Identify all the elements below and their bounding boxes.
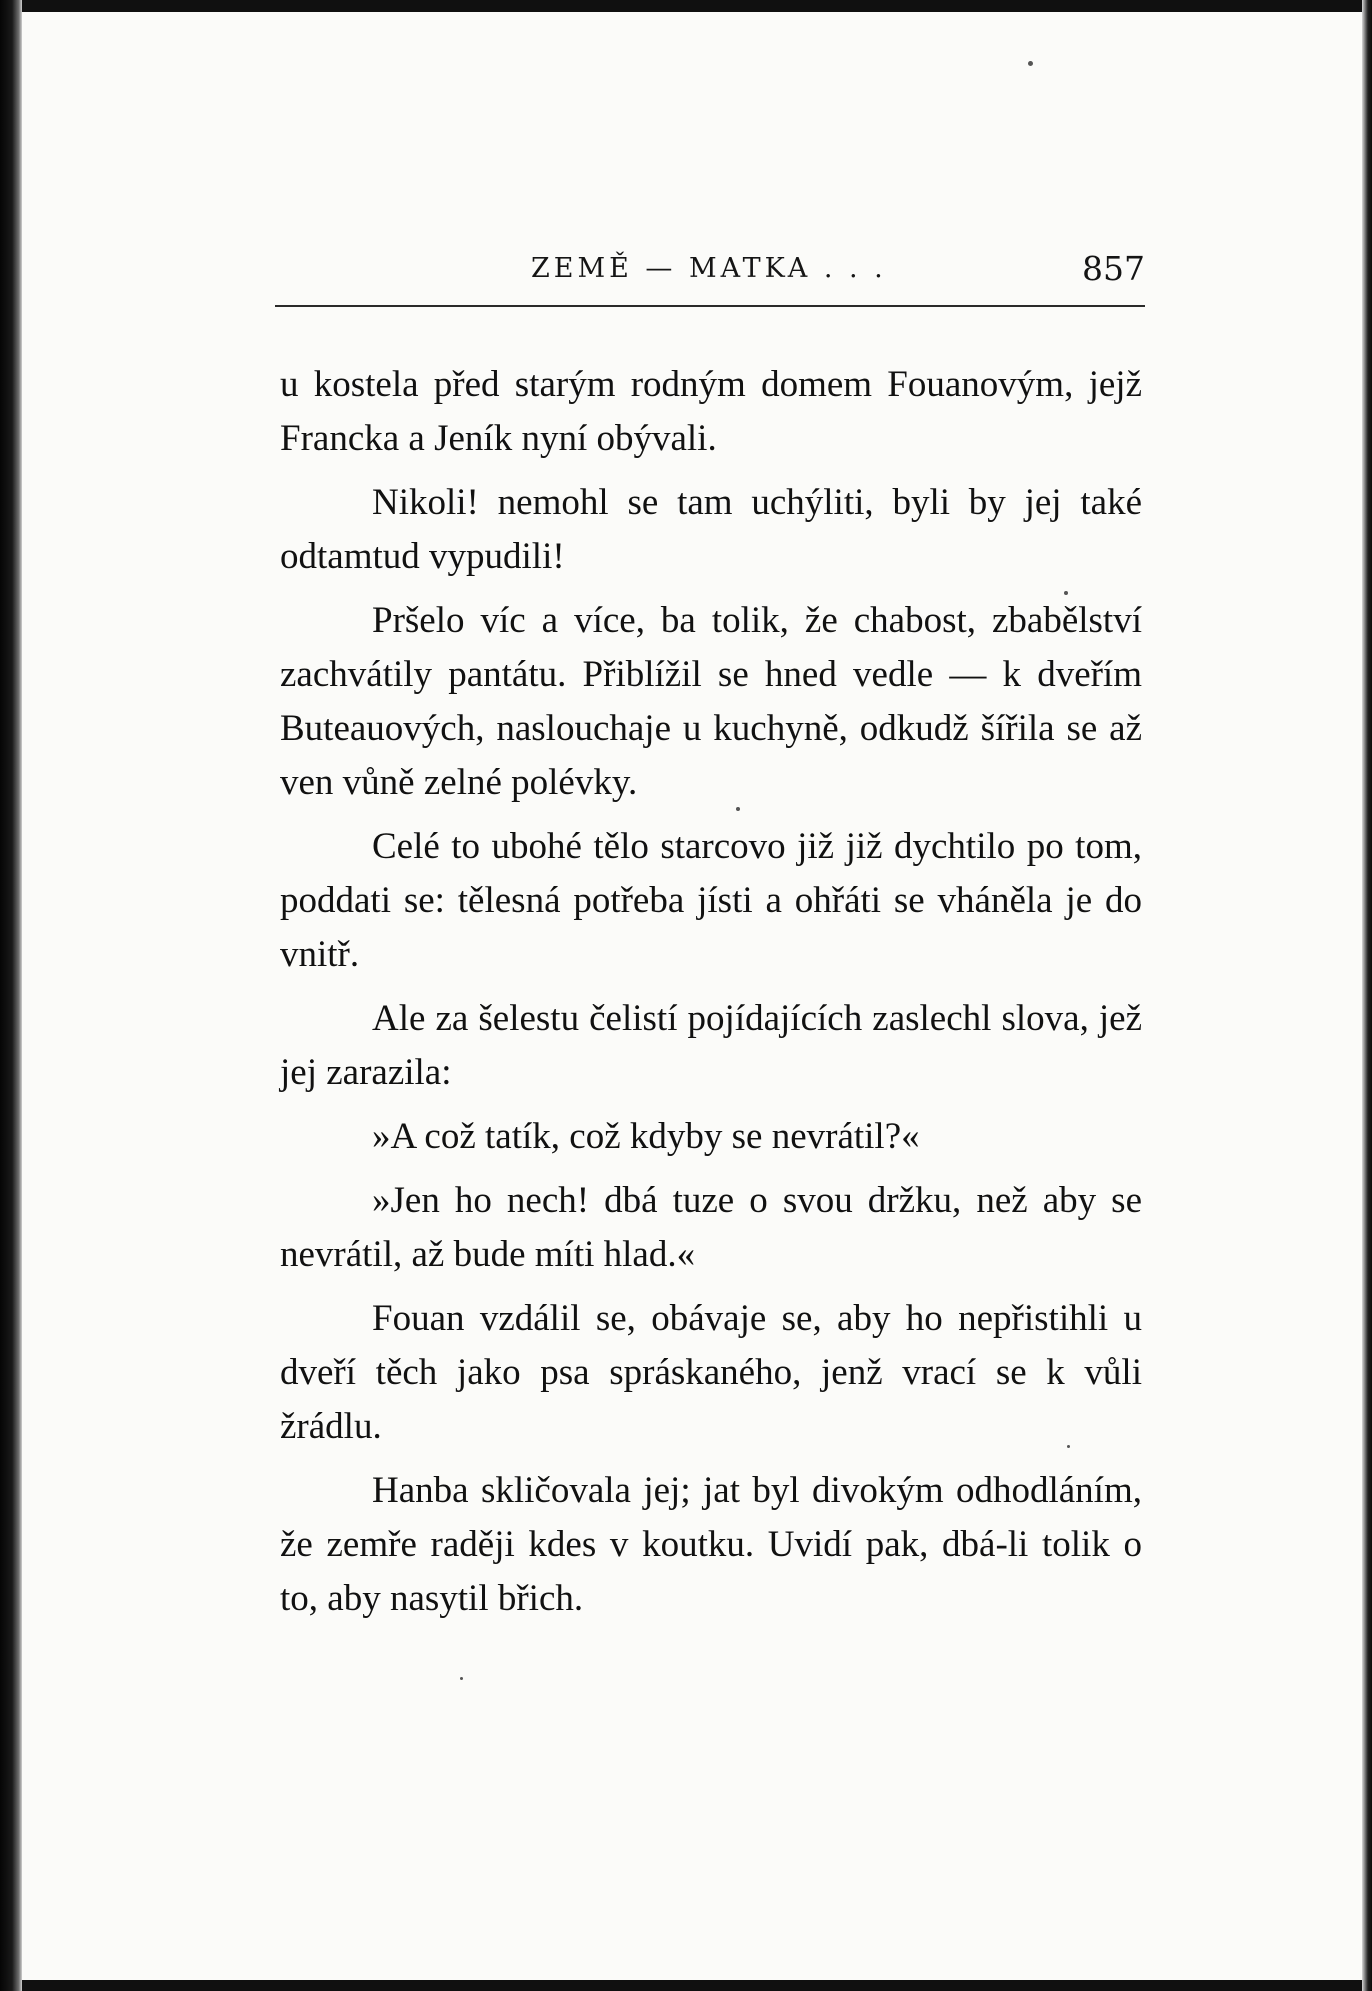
paragraph: u kostela před starým rodným domem Fouanovým, jejž Francka a Jeník nyní obývali. bbox=[280, 364, 1142, 459]
paragraph: Pršelo víc a více, ba tolik, že chabost, zbabělství zachvátily pantátu. Přiblížil se hned vedle — k dveřím Buteauových, naslouchaje u kuchyně, odkudž šířila se až ven vůně zelné polévky. bbox=[280, 600, 1142, 803]
book-spine-edge bbox=[0, 0, 22, 1991]
paragraph: Celé to ubohé tělo starcovo již již dychtilo po tom, poddati se: tělesná potřeba jísti a ohřáti se vháněla je do vnitř. bbox=[280, 826, 1142, 975]
page-right-edge bbox=[1362, 0, 1372, 1991]
paragraph: Ale za šelestu čelistí pojídajících zaslechl slova, jež jej zarazila: bbox=[280, 998, 1142, 1093]
ink-speck bbox=[1028, 61, 1033, 66]
dialogue-line: »A což tatík, což kdyby se nevrátil?« bbox=[372, 1116, 920, 1157]
page-number: 857 bbox=[1082, 249, 1145, 288]
page-header bbox=[273, 249, 1145, 293]
paragraph: Nikoli! nemohl se tam uchýliti, byli by jej také odtamtud vypudili! bbox=[280, 482, 1142, 577]
ink-speck bbox=[460, 1677, 463, 1680]
paragraph: Hanba skličovala jej; jat byl divokým odhodláním, že zemře raději kdes v koutku. Uvidí pak, dbá-li tolik o to, aby nasytil břich. bbox=[280, 1470, 1142, 1619]
running-title: ZEMĚ — MATKA . . . bbox=[531, 253, 887, 284]
body-text bbox=[280, 358, 1142, 1636]
header-rule bbox=[275, 305, 1145, 307]
dialogue-line: »Jen ho nech! dbá tuze o svou držku, než aby se nevrátil, až bude míti hlad.« bbox=[280, 1180, 1142, 1275]
paragraph: Fouan vzdálil se, obávaje se, aby ho nepřistihli u dveří těch jako psa spráskaného, jenž vrací se k vůli žrádlu. bbox=[280, 1298, 1142, 1447]
